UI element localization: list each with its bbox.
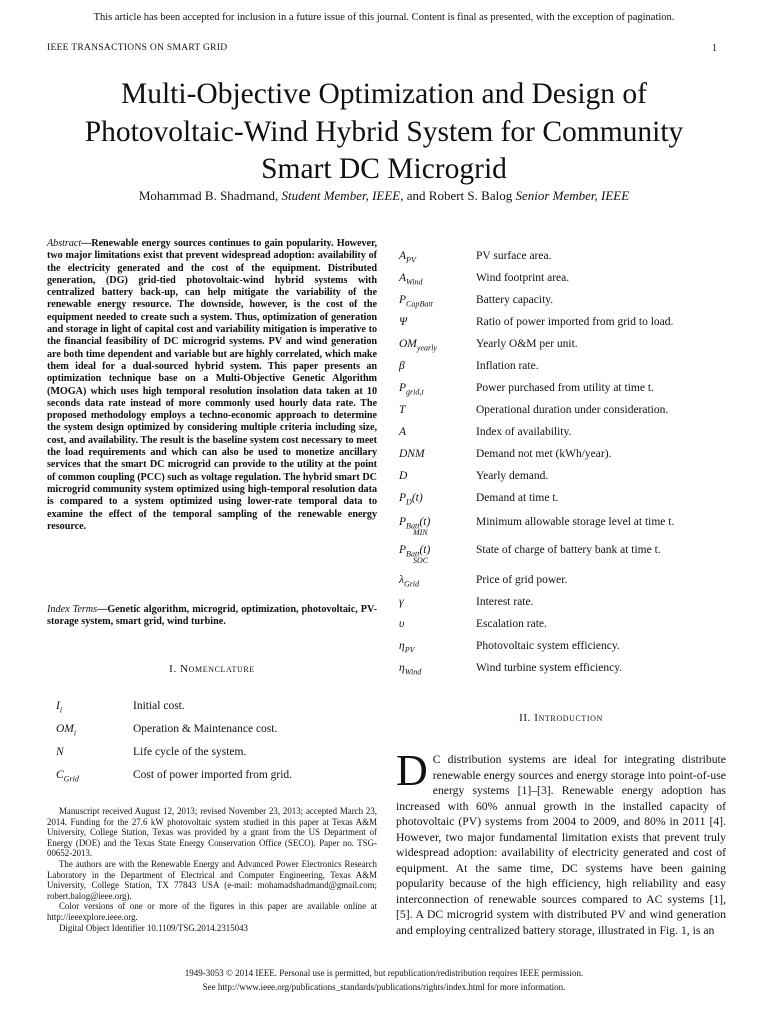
nomenclature-definition: Wind turbine system efficiency. [476,662,623,674]
index-terms-text: Genetic algorithm, microgrid, optimization, photovoltaic, PV-storage system, smart grid, wind turbine. [47,604,377,628]
nomenclature-left [56,700,376,790]
journal-name: IEEE TRANSACTIONS ON SMART GRID [47,43,228,53]
nomenclature-symbol: $\lambda_{Grid}$ [399,574,420,589]
nomenclature-definition: Operation & Maintenance cost. [133,723,278,735]
rights-info-line: See http://www.ieee.org/publications_standards/publications/rights/index.html for more information. [202,982,566,992]
nomenclature-symbol: $P_{CapBatt}$ [399,294,433,309]
nomenclature-symbol: $C_{Grid}$ [56,769,79,784]
nomenclature-definition: Power purchased from utility at time t. [476,382,654,394]
copyright-footer [0,966,768,994]
footnote-doi: Digital Object Identifier 10.1109/TSG.2014.2315043 [59,922,248,933]
nomenclature-definition: Inflation rate. [476,360,539,372]
nomenclature-symbol: υ [399,618,405,630]
paper-title [40,76,728,189]
index-terms-lead: Index Terms [47,604,98,615]
nomenclature-symbol: D [399,470,408,482]
nomenclature-definition: Demand not met (kWh/year). [476,448,612,460]
nomenclature-symbol: $OM_{yearly}$ [399,338,437,353]
nomenclature-symbol: γ [399,596,404,608]
footnote-manuscript: Manuscript received August 12, 2013; revised November 23, 2013; accepted March 23, 2014. Funding for the 27.6 kW photovoltaic system studied in this paper at Texas A&M University, College Station, Texas was provided by a grant from the US Department of Energy (DOE) and the Texas State Energy Conservation Office (SECO). Paper no. TSG-00652-2013. [47,806,377,859]
nomenclature-definition: Interest rate. [476,596,534,608]
author-line: Mohammad B. Shadmand, Student Member, IEEE, and Robert S. Balog Senior Member, IEEE [138,188,630,203]
nomenclature-symbol: $P_{Batt}(t)$ MIN [399,516,431,538]
nomenclature-definition: Battery capacity. [476,294,554,306]
nomenclature-symbol: A [399,426,407,438]
section-heading-introduction: II. Introduction [519,712,603,724]
author-membership: Student Member, IEEE [281,188,401,203]
nomenclature-definition: Operational duration under consideration. [476,404,669,416]
title-line: Photovoltaic-Wind Hybrid System for Community [84,115,684,148]
nomenclature-symbol: $\eta_{PV}$ [399,640,415,655]
introduction-text: C distribution systems are ideal for integrating distribute renewable energy sources and energy storage into point-of-use energy systems [1]–[3]. Renewable energy adoption has increased with 60% annual growth in the installed capacity of photovoltaic (PV) systems from 2004 to 2009, and 80% in 2011 [4]. However, two major fundamental limitation exists that prevent truly widespread adoption: availability of electricity generated and cost of equipment. At the same time, DC systems have been gaining popularity because of the high efficiency, high reliability and easy interconnection of renewable sources compared to AC systems [1], [5]. A DC microgrid system with distributed PV and wind generation and employing centralized battery storage, illustrated in Fig. 1, is an [396,753,726,937]
nomenclature-definition: Cost of power imported from grid. [133,769,293,781]
acceptance-notice: This article has been accepted for inclusion in a future issue of this journal. Content is final as presented, with the exception of pagination. [93,12,675,23]
nomenclature-symbol: N [56,746,64,758]
abstract: Abstract—Renewable energy sources continues to gain popularity. However, two major limitations exist that prevent widespread adoption: availability of the electricity generated and the cost of the equipment. Distributed generation, (DG) grid-tied photovoltaic-wind hybrid systems with centralized battery back-up, can help mitigate the variability of the renewable energy resource. The downside, however, is the cost of the equipment needed to create such a system. Thus, optimization of generation and storage in light of capital cost and variability mitigation is imperative to the financial feasibility of DC microgrid systems. PV and wind generation are both time dependent and variable but are highly correlated, which make them ideal for a dual-sourced hybrid system. This paper presents an optimization technique base on a Multi-Objective Genetic Algorithm (MOGA) which uses high temporal resolution insolation data taken at 10 seconds data rate instead of more commonly used hourly data rate. The proposed methodology employs a techno-economic approach to determine the system design optimized by considering multiple criteria including size, cost, and availability. The result is the baseline system cost necessary to meet the load requirements and which can also be used to monetize ancillary services that the smart DC microgrid can provide to the utility at the point of common coupling (PCC) such as voltage regulation. The hybrid smart DC microgrid community system optimized using high-temporal resolution data is compared to a system optimized using lower-rate temporal data to examine the effect of the temporal sampling of the renewable energy resource. [47,238,377,532]
title-line: Smart DC Microgrid [261,153,507,185]
introduction-body [396,746,726,938]
nomenclature-definition: Yearly O&M per unit. [476,338,578,350]
nomenclature-definition: Yearly demand. [476,470,549,482]
nomenclature-definition: PV surface area. [476,250,552,262]
nomenclature-symbol: $P_{grid,t}$ [399,382,424,397]
author-name: Mohammad B. Shadmand [138,188,275,203]
nomenclature-definition: State of charge of battery bank at time t. [476,544,661,556]
nomenclature-definition: Escalation rate. [476,618,547,630]
abstract-text: Renewable energy sources continues to gain popularity. However, two major limitations exist that prevent widespread adoption: availability of the electricity generated and the cost of the equipment. Distributed generation, (DG) grid-tied photovoltaic-wind hybrid systems with centralized battery back-up, can help mitigate the variability of the renewable energy resource. The downside, however, is the cost of the equipment needed to create such a system. Thus, optimization of generation and storage in light of capital cost and variability mitigation is imperative to the financial feasibility of DC microgrid systems. PV and wind generation are both time dependent and variable but are highly correlated, which make them ideal for a dual-sourced hybrid system. This paper presents an optimization technique base on a Multi-Objective Genetic Algorithm (MOGA) which uses high temporal resolution insolation data taken at 10 seconds data rate instead of more commonly used hourly data rate. The proposed methodology employs a techno-economic approach to determine the system design optimized by considering multiple criteria including size, cost, and availability. The result is the baseline system cost necessary to meet the load requirements and which can also be used to monetize ancillary services that the smart DC microgrid can provide to the utility at the point of common coupling (PCC) such as voltage regulation. The hybrid smart DC microgrid community system optimized using high-temporal resolution data is compared to a system optimized using lower-rate temporal data to examine the effect of the temporal sampling of the renewable energy resource. [47,238,377,532]
nomenclature-right [399,250,729,690]
author-membership: Senior Member, IEEE [515,188,630,203]
nomenclature-definition: Price of grid power. [476,574,568,586]
footnotes [47,806,377,933]
nomenclature-definition: Ratio of power imported from grid to load. [476,316,674,328]
author-separator: , and [400,188,429,203]
nomenclature-definition: Photovoltaic system efficiency. [476,640,620,652]
nomenclature-symbol: $P_{Batt}(t)$ SOC [399,544,431,566]
page-number: 1 [712,43,717,54]
nomenclature-definition: Minimum allowable storage level at time t. [476,516,675,528]
nomenclature-symbol: T [399,404,406,416]
nomenclature-symbol: $A_{Wind}$ [399,272,423,287]
footnote-color: Color versions of one or more of the figures in this paper are available online at http://ieeexplore.ieee.org. [47,901,377,922]
drop-cap: D [396,746,428,795]
nomenclature-definition: Index of availability. [476,426,572,438]
copyright-line: 1949-3053 © 2014 IEEE. Personal use is permitted, but republication/redistribution requires IEEE permission. [184,968,584,978]
title-line: Multi-Objective Optimization and Design of [121,78,647,110]
nomenclature-symbol: $\eta_{Wind}$ [399,662,422,677]
nomenclature-definition: Initial cost. [133,700,185,712]
footnote-authors: The authors are with the Renewable Energy and Advanced Power Electronics Research Laboratory in the Department of Electrical and Computer Engineering, Texas A&M University, College Station, TX 77843 USA (e-mail: mohamadshadmand@gmail.com; robert.balog@ieee.org). [47,858,377,901]
section-heading-nomenclature: I. Nomenclature [169,663,255,675]
nomenclature-symbol: DNM [399,448,425,460]
abstract-lead: Abstract [47,238,82,249]
nomenclature-symbol: Ψ [399,316,408,328]
nomenclature-definition: Life cycle of the system. [133,746,247,758]
nomenclature-symbol: $P_D(t)$ [399,492,423,507]
nomenclature-definition: Wind footprint area. [476,272,570,284]
nomenclature-symbol: $I_i$ [56,700,63,715]
nomenclature-symbol: $A_{PV}$ [399,250,416,265]
nomenclature-definition: Demand at time t. [476,492,559,504]
nomenclature-symbol: β [399,360,405,372]
nomenclature-symbol: $OM_i$ [56,723,77,738]
author-name: Robert S. Balog [428,188,513,203]
index-terms: Index Terms—Genetic algorithm, microgrid, optimization, photovoltaic, PV-storage system, smart grid, wind turbine. [47,604,377,628]
